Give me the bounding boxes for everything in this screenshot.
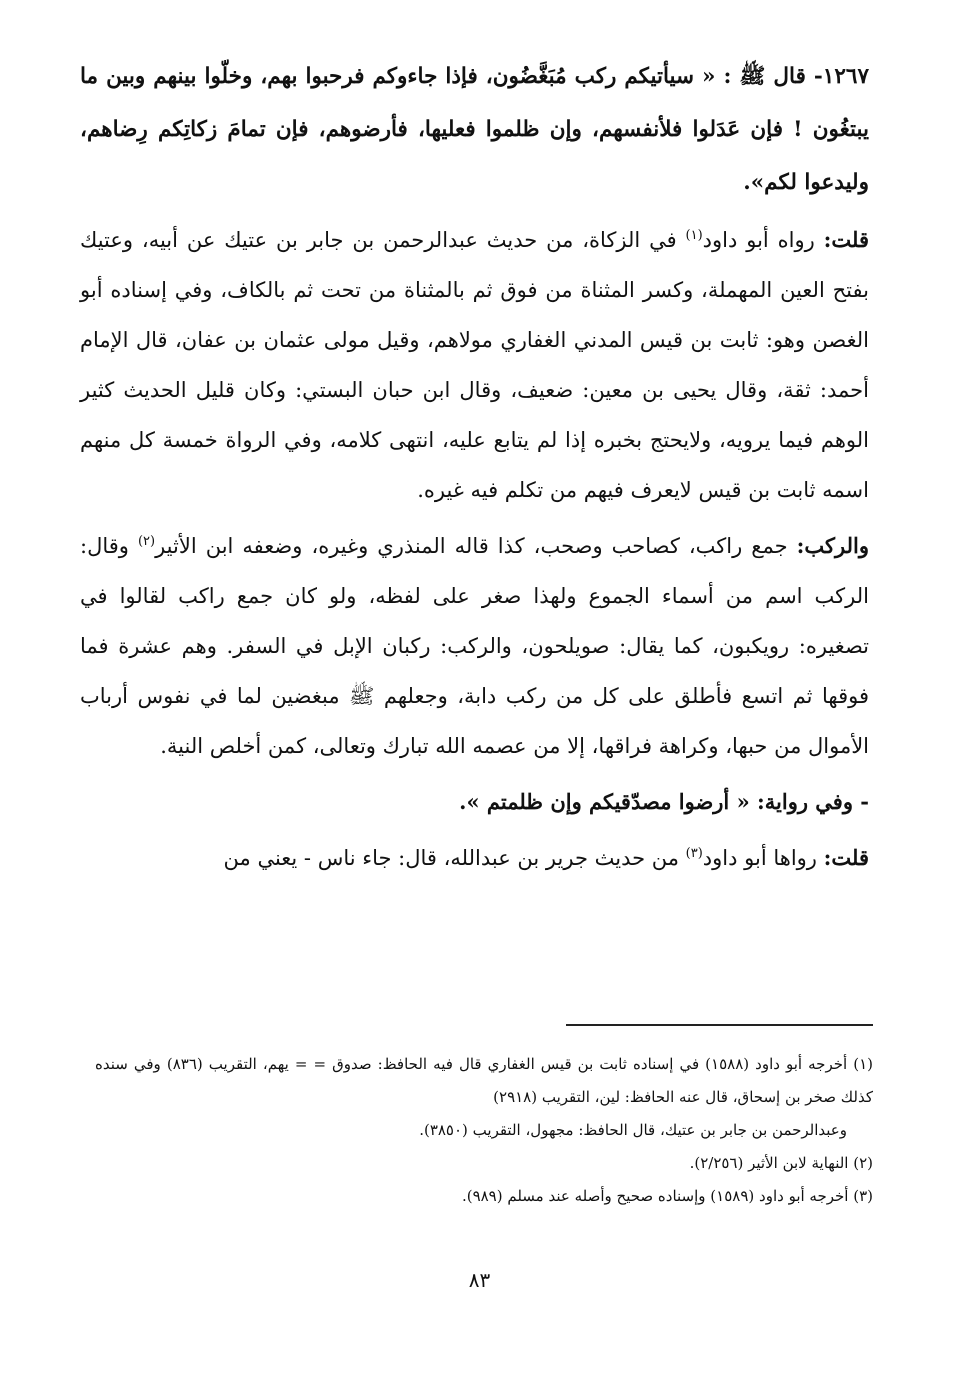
commentary-lead-2: والركب: — [796, 533, 869, 558]
main-text-block — [80, 50, 869, 883]
commentary-3-part-2: من حديث جرير بن عبدالله، قال: جاء ناس - يعني من — [223, 846, 686, 870]
commentary-2-part-2: وقال: الركب اسم من أسماء الجموع ولهذا صغر على لفظه، ولو كان جمع راكب لقالوا في تصغيره: رويكبون، كما يقال: صويلحون، والركب: ركبان الإبل في السفر. وهم عشرة فما فوقها ثم اتسع فأطلق على كل من ركب دابة، وجعلهم ﷺ مبغضين لما في نفوس أرباب الأموال من حبها، وكراهة فراقها، إلا من عصمه الله تبارك وتعالى، كمن أخلص النية. — [80, 534, 869, 758]
footnote-1-continued: وعبدالرحمن بن جابر بن عتيك، قال الحافظ: مجهول، التقريب (٣٨٥٠). — [419, 1121, 847, 1139]
footnotes-block — [95, 1048, 873, 1213]
commentary-paragraph-3 — [80, 833, 869, 883]
riwaya-heading: - وفي رواية: « أرضوا مصدّقيكم وإن ظلمتم ». — [459, 789, 869, 814]
page-number: ٨٣ — [468, 1268, 491, 1292]
commentary-2-part-1: جمع راكب، كصاحب وصحب، كذا قاله المنذري وغيره، وضعفه ابن الأثير — [155, 534, 797, 558]
commentary-paragraph-2 — [80, 521, 869, 771]
footnote-2: (٢) النهاية لابن الأثير (٢/٢٥٦). — [689, 1154, 873, 1172]
commentary-1-part-2: في الزكاة، من حديث عبدالرحمن بن جابر بن عتيك عن أبيه، وعتيك بفتح العين المهملة، وكسر المثناة من فوق ثم بالمثناة من تحت ثم بالكاف، وفي إسناده أبو الغصن وهو: ثابت بن قيس المدني الغفاري مولاهم، وقيل مولى عثمان بن عفان، قال الإمام أحمد: ثقة، وقال يحيى بن معين: ضعيف، وقال ابن حبان البستي: وكان قليل الحديث كثير الوهم فيما يرويه، ولايحتج بخبره إذا لم يتابع عليه، انتهى كلامه، وفي الرواة خمسة كل منهم اسمه ثابت بن قيس لايعرف فيهم من تكلم فيه غيره. — [80, 228, 869, 502]
footnote-ref-3[interactable]: (٣) — [685, 846, 703, 861]
commentary-paragraph-1 — [80, 215, 869, 515]
footnote-3: (٣) أخرجه أبو داود (١٥٨٩) وإسناده صحيح وأصله عند مسلم (٩٨٩). — [461, 1187, 873, 1205]
footnote-1: (١) أخرجه أبو داود (١٥٨٨) في إسناده ثابت بن قيس الغفاري قال فيه الحافظ: صدوق = = يهم، التقريب (٨٣٦) وفي سنده كذلك صخر بن إسحاق، قال عنه الحافظ: لين، التقريب (٢٩١٨) — [95, 1055, 873, 1106]
footnote-ref-1[interactable]: (١) — [685, 228, 703, 243]
hadith-text: ١٢٦٧- قال ﷺ : « سيأتيكم ركب مُبَغَّضُون، فإذا جاءوكم فرحبوا بهم، وخلّوا بينهم وبين ما يبتغُون ! فإن عَدَلوا فلأنفسهم، وإن ظلموا فعليها، فأرضوهم، فإن تمامَ زكاتِكم رِضاهم، وليدعوا لكم». — [80, 64, 869, 195]
footnote-divider — [566, 1024, 873, 1026]
commentary-lead-1: قلت: — [823, 227, 869, 252]
commentary-lead-3: قلت: — [823, 845, 869, 870]
footnote-ref-2[interactable]: (٢) — [137, 534, 156, 549]
commentary-3-part-1: رواها أبو داود — [702, 846, 824, 870]
commentary-1-part-1: رواه أبو داود — [702, 228, 824, 252]
